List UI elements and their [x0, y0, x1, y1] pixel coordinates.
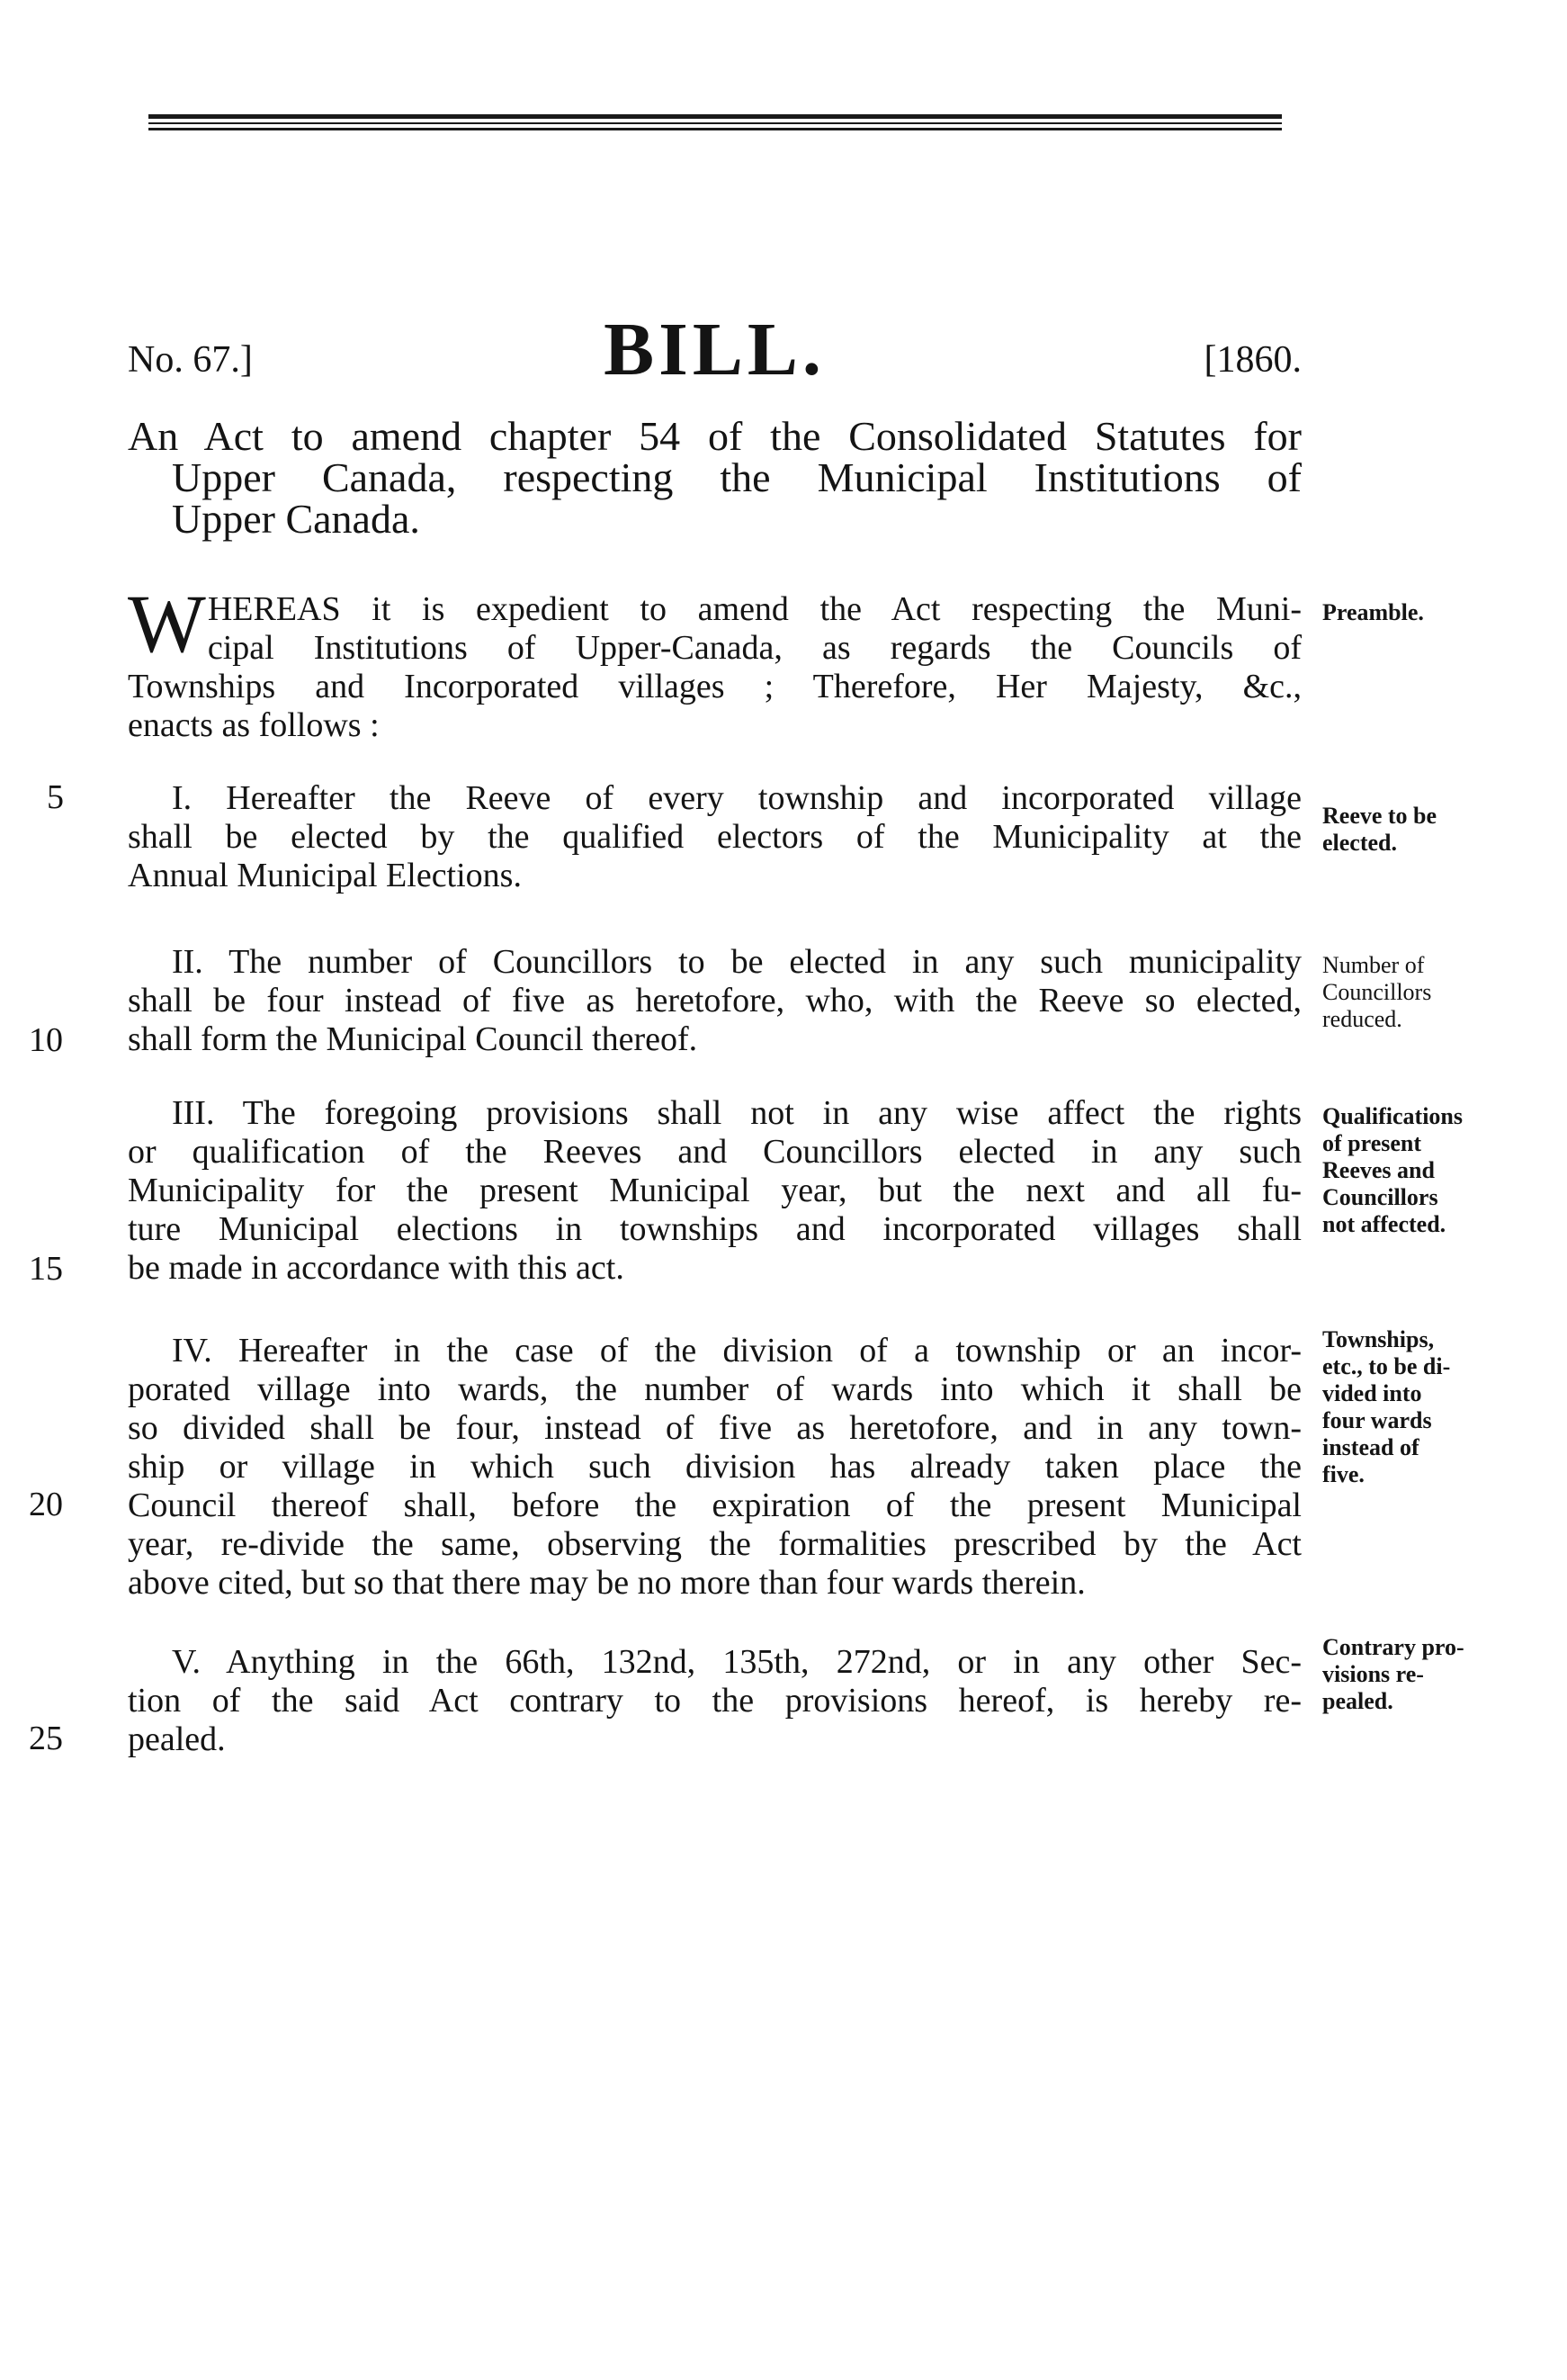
margin-note-line: instead of	[1322, 1434, 1419, 1460]
section-line: be made in accordance with this act.	[128, 1249, 624, 1287]
margin-note-section-3	[1322, 1103, 1538, 1238]
section-2	[128, 943, 1302, 1059]
margin-note-section-1	[1322, 803, 1538, 857]
margin-note-section-5	[1322, 1634, 1538, 1715]
preamble-line: Townships and Incorporated villages ; Therefore, Her Majesty, &c.,	[128, 668, 1302, 705]
section-line: ship or village in which such division has already taken place the	[128, 1448, 1302, 1486]
section-line: III. The foregoing provisions shall not in any wise affect the rights	[172, 1094, 1302, 1132]
margin-note-line: Number of	[1322, 952, 1425, 978]
section-line: shall be elected by the qualified electors of the Municipality at the	[128, 818, 1302, 856]
section-line: porated village into wards, the number of wards into which it shall be	[128, 1370, 1302, 1408]
margin-note-line: Councillors	[1322, 979, 1432, 1005]
section-5	[128, 1643, 1302, 1759]
section-line: shall form the Municipal Council thereof.	[128, 1020, 698, 1058]
margin-note-line: Preamble.	[1322, 599, 1424, 625]
margin-note-line: five.	[1322, 1461, 1365, 1487]
line-number: 10	[29, 1021, 63, 1059]
preamble-line: HEREAS it is expedient to amend the Act respecting the Muni-	[207, 590, 1302, 628]
section-1	[128, 779, 1302, 895]
act-title	[128, 413, 1302, 542]
section-3	[128, 1094, 1302, 1288]
margin-note-preamble	[1322, 599, 1538, 626]
section-line: shall be four instead of five as heretofore, who, with the Reeve so elected,	[128, 982, 1302, 1019]
margin-note-line: visions re-	[1322, 1661, 1424, 1687]
margin-note-line: Councillors	[1322, 1184, 1438, 1210]
margin-note-line: Reeves and	[1322, 1157, 1435, 1183]
bill-header	[128, 306, 1302, 405]
margin-note-line: etc., to be di-	[1322, 1353, 1451, 1379]
margin-note-line: Reeve to be	[1322, 803, 1437, 829]
section-line: Municipality for the present Municipal year, but the next and all fu-	[128, 1172, 1302, 1209]
act-title-line: An Act to amend chapter 54 of the Consolidated Statutes for	[128, 413, 1302, 459]
drop-cap: W	[128, 578, 206, 669]
section-line: ture Municipal elections in townships and incorporated villages shall	[128, 1210, 1302, 1248]
margin-note-line: Contrary pro-	[1322, 1634, 1464, 1660]
margin-note-line: Townships,	[1322, 1326, 1435, 1352]
section-line: year, re-divide the same, observing the formalities prescribed by the Act	[128, 1525, 1302, 1563]
bill-year: [1860.	[1204, 339, 1302, 381]
bill-title: BILL.	[604, 308, 826, 391]
margin-note-line: pealed.	[1322, 1688, 1393, 1714]
preamble-line: cipal Institutions of Upper-Canada, as regards the Councils of	[207, 629, 1302, 667]
preamble	[128, 578, 1302, 745]
top-rule	[148, 128, 1282, 130]
section-line: or qualification of the Reeves and Councillors elected in any such	[128, 1133, 1302, 1171]
margin-note-line: Qualifications	[1322, 1103, 1464, 1129]
line-number: 15	[29, 1250, 63, 1288]
section-line: IV. Hereafter in the case of the division of a township or an incor-	[172, 1332, 1302, 1370]
section-line: Council thereof shall, before the expiration of the present Municipal	[128, 1486, 1302, 1524]
section-4	[128, 1332, 1302, 1603]
section-line: Annual Municipal Elections.	[128, 857, 522, 894]
section-line: tion of the said Act contrary to the provisions hereof, is hereby re-	[128, 1682, 1302, 1720]
line-number: 5	[47, 778, 64, 816]
section-line: pealed.	[128, 1720, 226, 1758]
act-title-line: Upper Canada, respecting the Municipal Institutions of	[172, 454, 1302, 500]
section-line: V. Anything in the 66th, 132nd, 135th, 272nd, or in any other Sec-	[172, 1643, 1302, 1681]
top-rule	[148, 122, 1282, 124]
section-line: so divided shall be four, instead of five as heretofore, and in any town-	[128, 1409, 1302, 1447]
section-line: I. Hereafter the Reeve of every township and incorporated village	[172, 779, 1302, 817]
bill-number: No. 67.]	[128, 339, 253, 381]
section-line: II. The number of Councillors to be elected in any such municipality	[172, 943, 1302, 981]
margin-note-line: elected.	[1322, 830, 1398, 856]
top-rule	[148, 114, 1282, 119]
section-line: above cited, but so that there may be no more than four wards therein.	[128, 1564, 1086, 1602]
line-number: 20	[29, 1486, 63, 1523]
margin-note-section-2	[1322, 952, 1538, 1033]
act-title-line: Upper Canada.	[172, 496, 420, 542]
margin-note-section-4	[1322, 1326, 1538, 1488]
margin-note-line: vided into	[1322, 1380, 1422, 1406]
margin-note-line: reduced.	[1322, 1006, 1402, 1032]
margin-note-line: of present	[1322, 1130, 1422, 1156]
preamble-line: enacts as follows :	[128, 706, 380, 744]
line-number: 25	[29, 1720, 63, 1757]
margin-note-line: not affected.	[1322, 1211, 1446, 1237]
margin-note-line: four wards	[1322, 1407, 1432, 1433]
